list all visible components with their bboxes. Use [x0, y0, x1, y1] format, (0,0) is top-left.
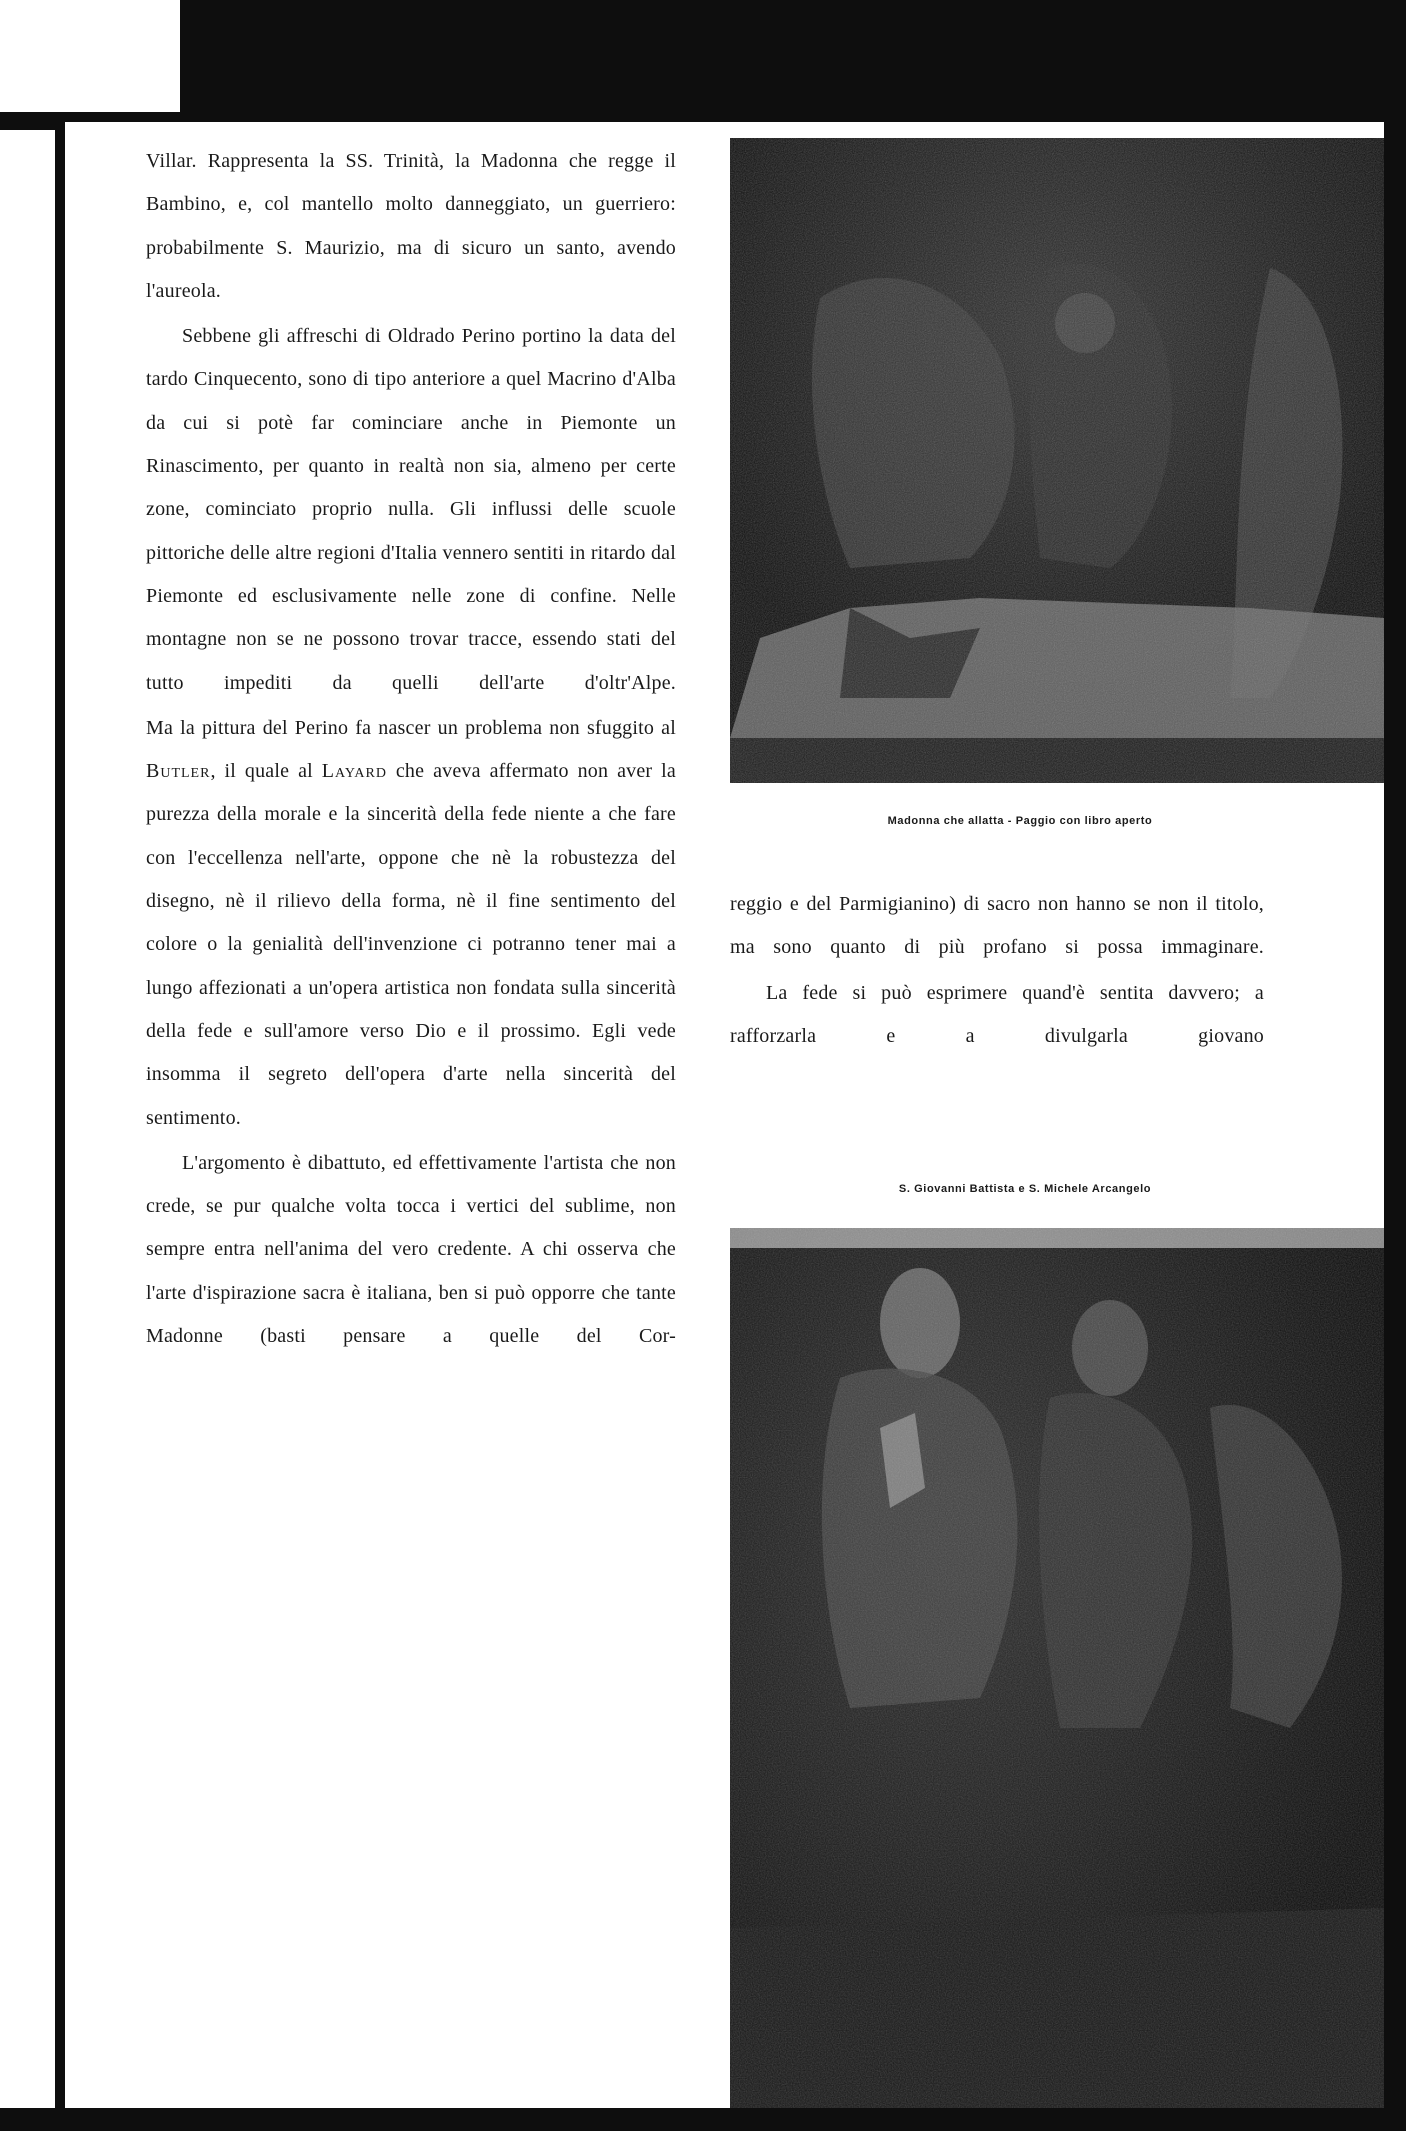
paragraph-1-text: Villar. Rappresenta la SS. Trinità, la Madonna che regge il Bambino, e, col mantello molto danneggiato, un guerriero: probabilmente S. Maurizio, ma di sicuro un santo, avendo l'aureola.	[146, 150, 676, 302]
paragraph-4-text: L'argomento è dibattuto, ed effettivamente l'artista che non crede, se pur qualche volta tocca i vertici del sublime, non sempre entra nell'anima del vero credente. A chi osserva che l'arte d'ispirazione sacra è italiana, ben si può opporre che tante Madonne (basti pensare a quelle del Cor-	[146, 1151, 676, 1348]
fresco-image-top	[730, 138, 1384, 783]
photo-giovanni-battista-michele-arcangelo	[730, 1228, 1384, 2108]
paragraph-3-text-b: , il quale al	[210, 760, 313, 783]
right-paragraph-1-text: reggio e del Parmigianino) di sacro non hanno se non il titolo, ma sono quanto di più profano si possa immaginare.	[730, 893, 1264, 959]
paragraph-3	[146, 707, 676, 1140]
paragraph-1	[146, 140, 676, 313]
author-name-butler: Butler	[146, 760, 211, 783]
paragraph-2-text: Sebbene gli affreschi di Oldrado Perino portino la data del tardo Cinquecento, sono di tipo anteriore a quel Macrino d'Alba da cui si potè far cominciare anche in Piemonte un Rinascimento, per quanto in realtà non sia, almeno per certe zone, cominciato proprio nulla. Gli influssi delle scuole pittoriche delle altre regioni d'Italia vennero sentiti in ritardo dal Piemonte ed esclusivamente nelle zone di confine. Nelle montagne non se ne possono trovar tracce, essendo stati del tutto impediti da quelli dell'arte d'oltr'Alpe.	[146, 325, 676, 694]
caption-bottom: S. Giovanni Battista e S. Michele Arcangelo	[898, 1183, 1152, 1195]
right-paragraph-1	[730, 883, 1264, 970]
right-text-column	[730, 883, 1264, 1060]
scan-border-right	[1384, 0, 1406, 2131]
paragraph-2	[146, 315, 676, 705]
fresco-image-bottom	[730, 1228, 1384, 2108]
right-paragraph-2	[730, 972, 1264, 1059]
caption-top: Madonna che allatta - Paggio con libro aperto	[887, 815, 1153, 827]
paragraph-3-text-c: che aveva affermato non aver la purezza della morale e la sincerità della fede niente a che fare con l'eccellenza nell'arte, oppone che nè la robustezza del disegno, nè il rilievo della forma, nè il fine sentimento del colore o la genialità dell'invenzione ci potranno tener mai a lungo affezionati a un'opera artistica non fondata sulla sincerità della fede e sull'amore verso Dio e il prossimo. Egli vede insomma il segreto dell'opera d'arte nella sincerità del sentimento.	[146, 760, 676, 1129]
paragraph-4	[146, 1142, 676, 1358]
author-name-layard: Layard	[321, 760, 387, 783]
scan-border-bottom	[0, 2108, 1406, 2131]
scan-border-left	[55, 120, 65, 2131]
scan-border-top	[180, 0, 1406, 122]
paragraph-3-text-a: Ma la pittura del Perino fa nascer un problema non sfuggito al	[146, 716, 676, 739]
left-text-column	[146, 140, 676, 1360]
photo-madonna-che-allatta	[730, 138, 1384, 783]
right-paragraph-2-text: La fede si può esprimere quand'è sentita davvero; a rafforzarla e a divulgarla giovano	[730, 981, 1264, 1047]
